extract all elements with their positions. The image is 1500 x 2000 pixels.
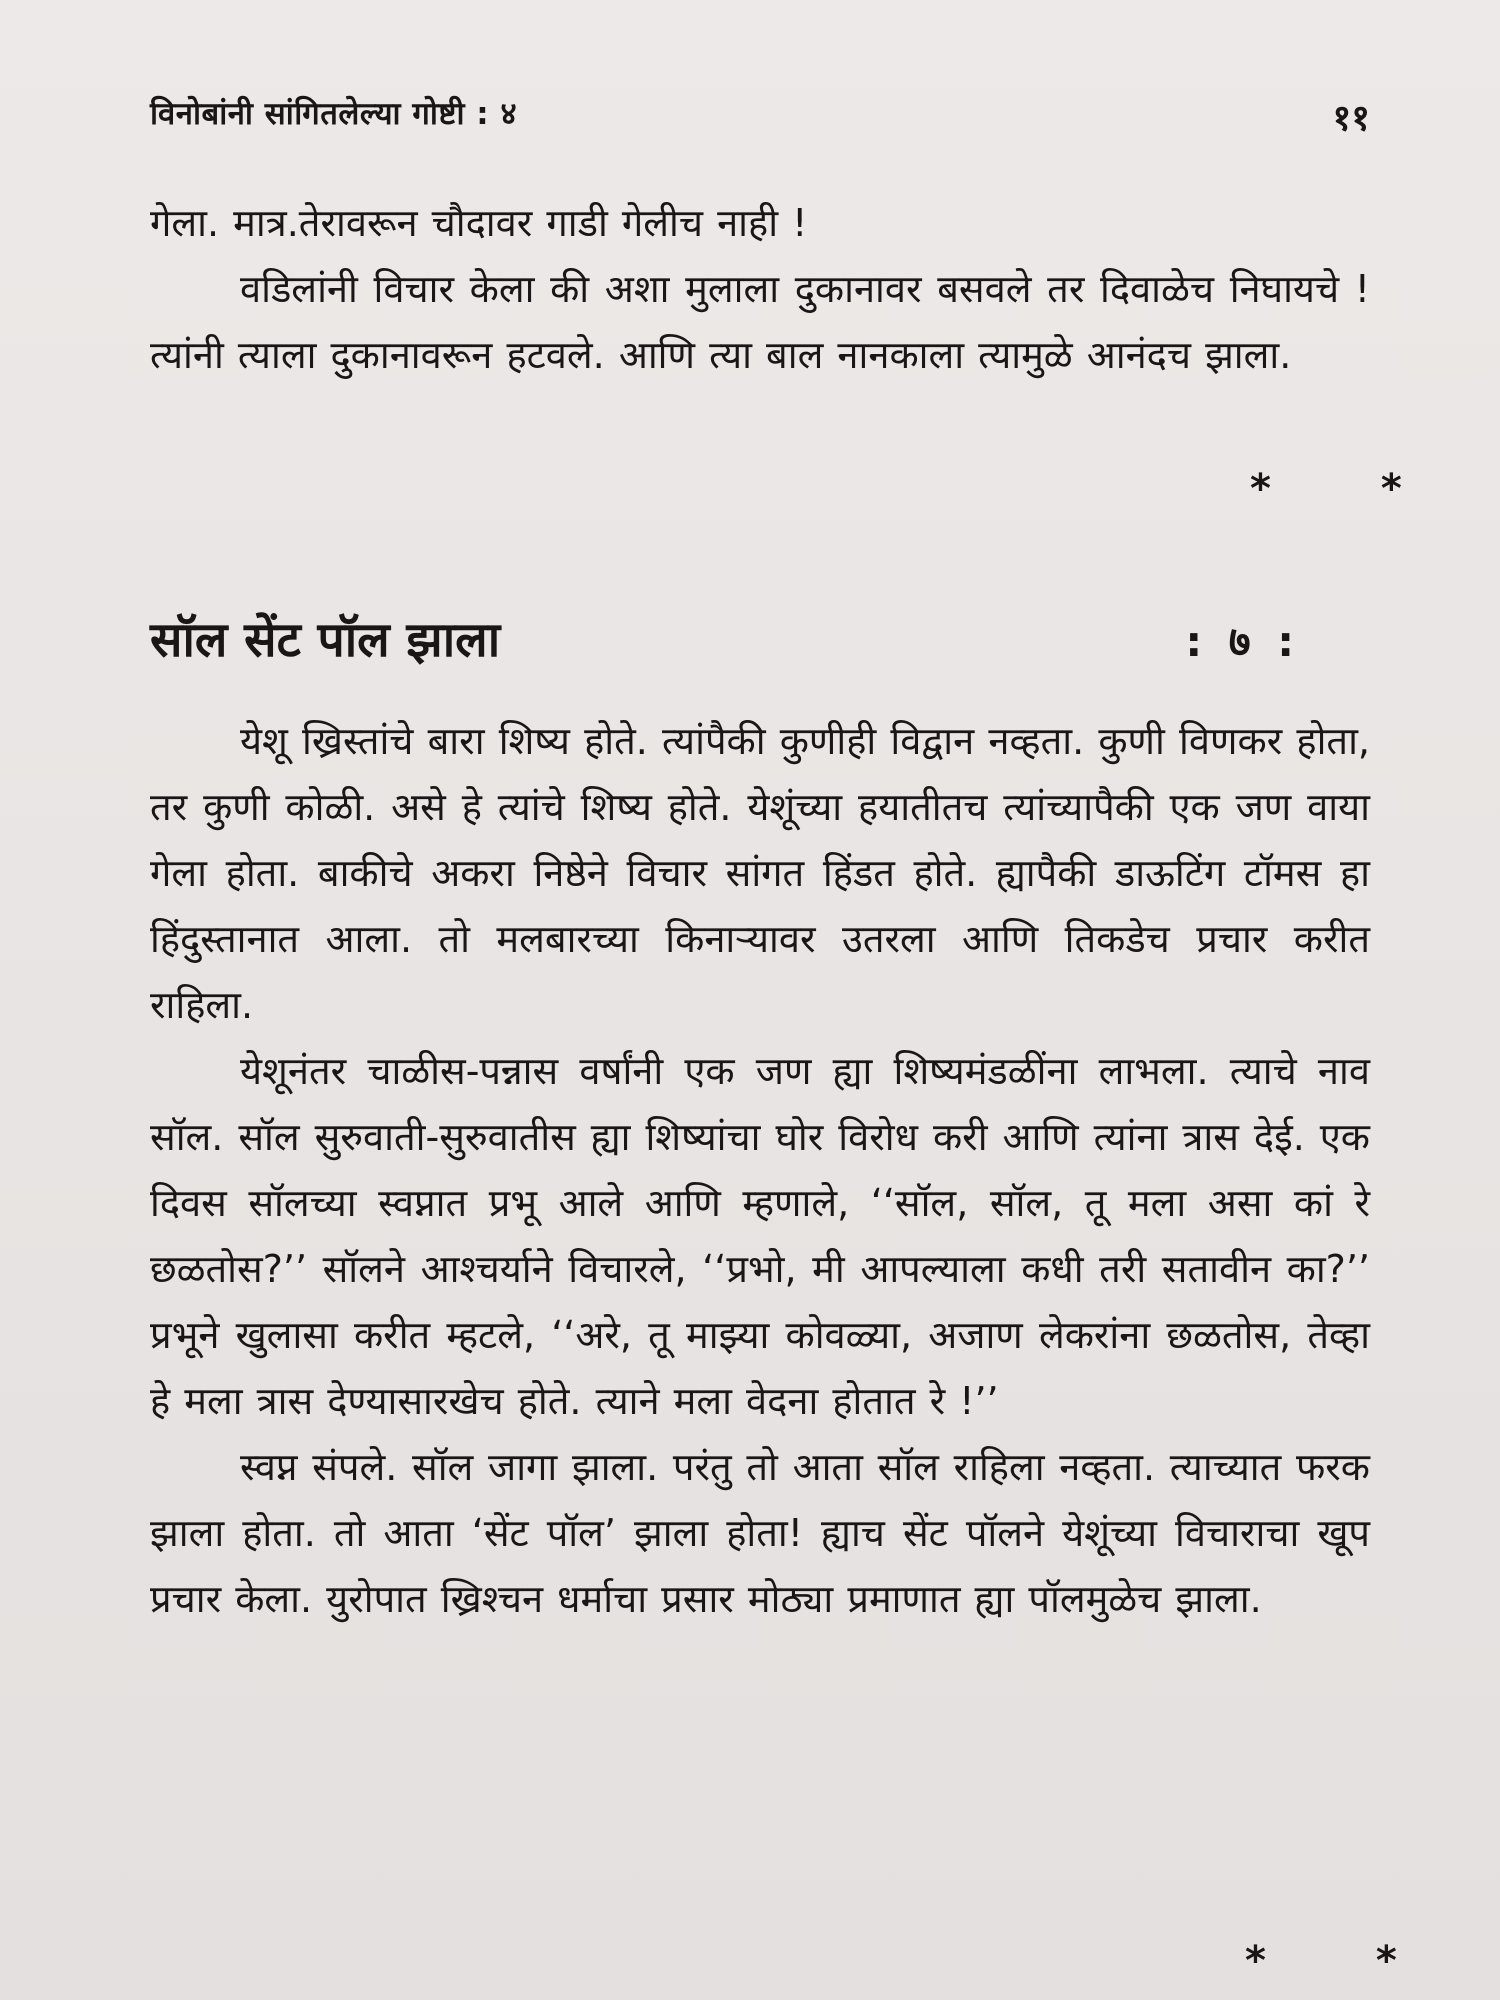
paragraph: वडिलांनी विचार केला की अशा मुलाला दुकानावर बसवले तर दिवाळेच निघायचे ! त्यांनी त्याला दुकानावरून हटवले. आणि त्या बाल नानकाला त्यामुळे आनंदच झाला. (150, 267, 1370, 377)
previous-story-text (150, 190, 1370, 388)
paragraph: स्वप्न संपले. सॉल जागा झाला. परंतु तो आता सॉल राहिला नव्हता. त्याच्यात फरक झाला होता. तो आता ‘सेंट पॉल’ झाला होता! ह्याच सेंट पॉलने येशूंच्या विचाराचा खूप प्रचार केला. युरोपात ख्रिश्चन धर्माचा प्रसार मोठ्या प्रमाणात ह्या पॉलमुळेच झाला. (150, 1445, 1370, 1621)
running-header: विनोबांनी सांगितलेल्या गोष्टी : ४ (150, 96, 518, 132)
page-number: ११ (1332, 98, 1370, 139)
story-title: सॉल सेंट पॉल झाला (150, 612, 501, 668)
story-end-marker: * * (1245, 1938, 1445, 1984)
paragraph: येशू ख्रिस्तांचे बारा शिष्य होते. त्यांपैकी कुणीही विद्वान नव्हता. कुणी विणकर होता, तर कुणी कोळी. असे हे त्यांचे शिष्य होते. येशूंच्या हयातीतच त्यांच्यापैकी एक जण वाया गेला होता. बाकीचे अकरा निष्ठेने विचार सांगत हिंडत होते. ह्यापैकी डाऊटिंग टॉमस हा हिंदुस्तानात आला. तो मलबारच्या किनाऱ्यावर उतरला आणि तिकडेच प्रचार करीत राहिला. (150, 719, 1370, 1027)
paragraph: गेला. मात्र.तेरावरून चौदावर गाडी गेलीच नाही ! (150, 201, 808, 245)
paragraph: येशूनंतर चाळीस-पन्नास वर्षांनी एक जण ह्या शिष्यमंडळींना लाभला. त्याचे नाव सॉल. सॉल सुरुवाती-सुरुवातीस ह्या शिष्यांचा घोर विरोध करी आणि त्यांना त्रास देई. एक दिवस सॉलच्या स्वप्नात प्रभू आले आणि म्हणाले, ‘‘सॉल, सॉल, तू मला असा कां रे छळतोस?’’ सॉलने आश्चर्याने विचारले, ‘‘प्रभो, मी आपल्याला कधी तरी सतावीन का?’’ प्रभूने खुलासा करीत म्हटले, ‘‘अरे, तू माझ्या कोवळ्या, अजाण लेकरांना छळतोस, तेव्हा हे मला त्रास देण्यासारखेच होते. त्याने मला वेदना होतात रे !’’ (150, 1049, 1370, 1423)
story-text (150, 708, 1370, 1632)
story-end-marker: * * (1250, 466, 1450, 512)
story-number: : ७ : (1185, 617, 1300, 666)
